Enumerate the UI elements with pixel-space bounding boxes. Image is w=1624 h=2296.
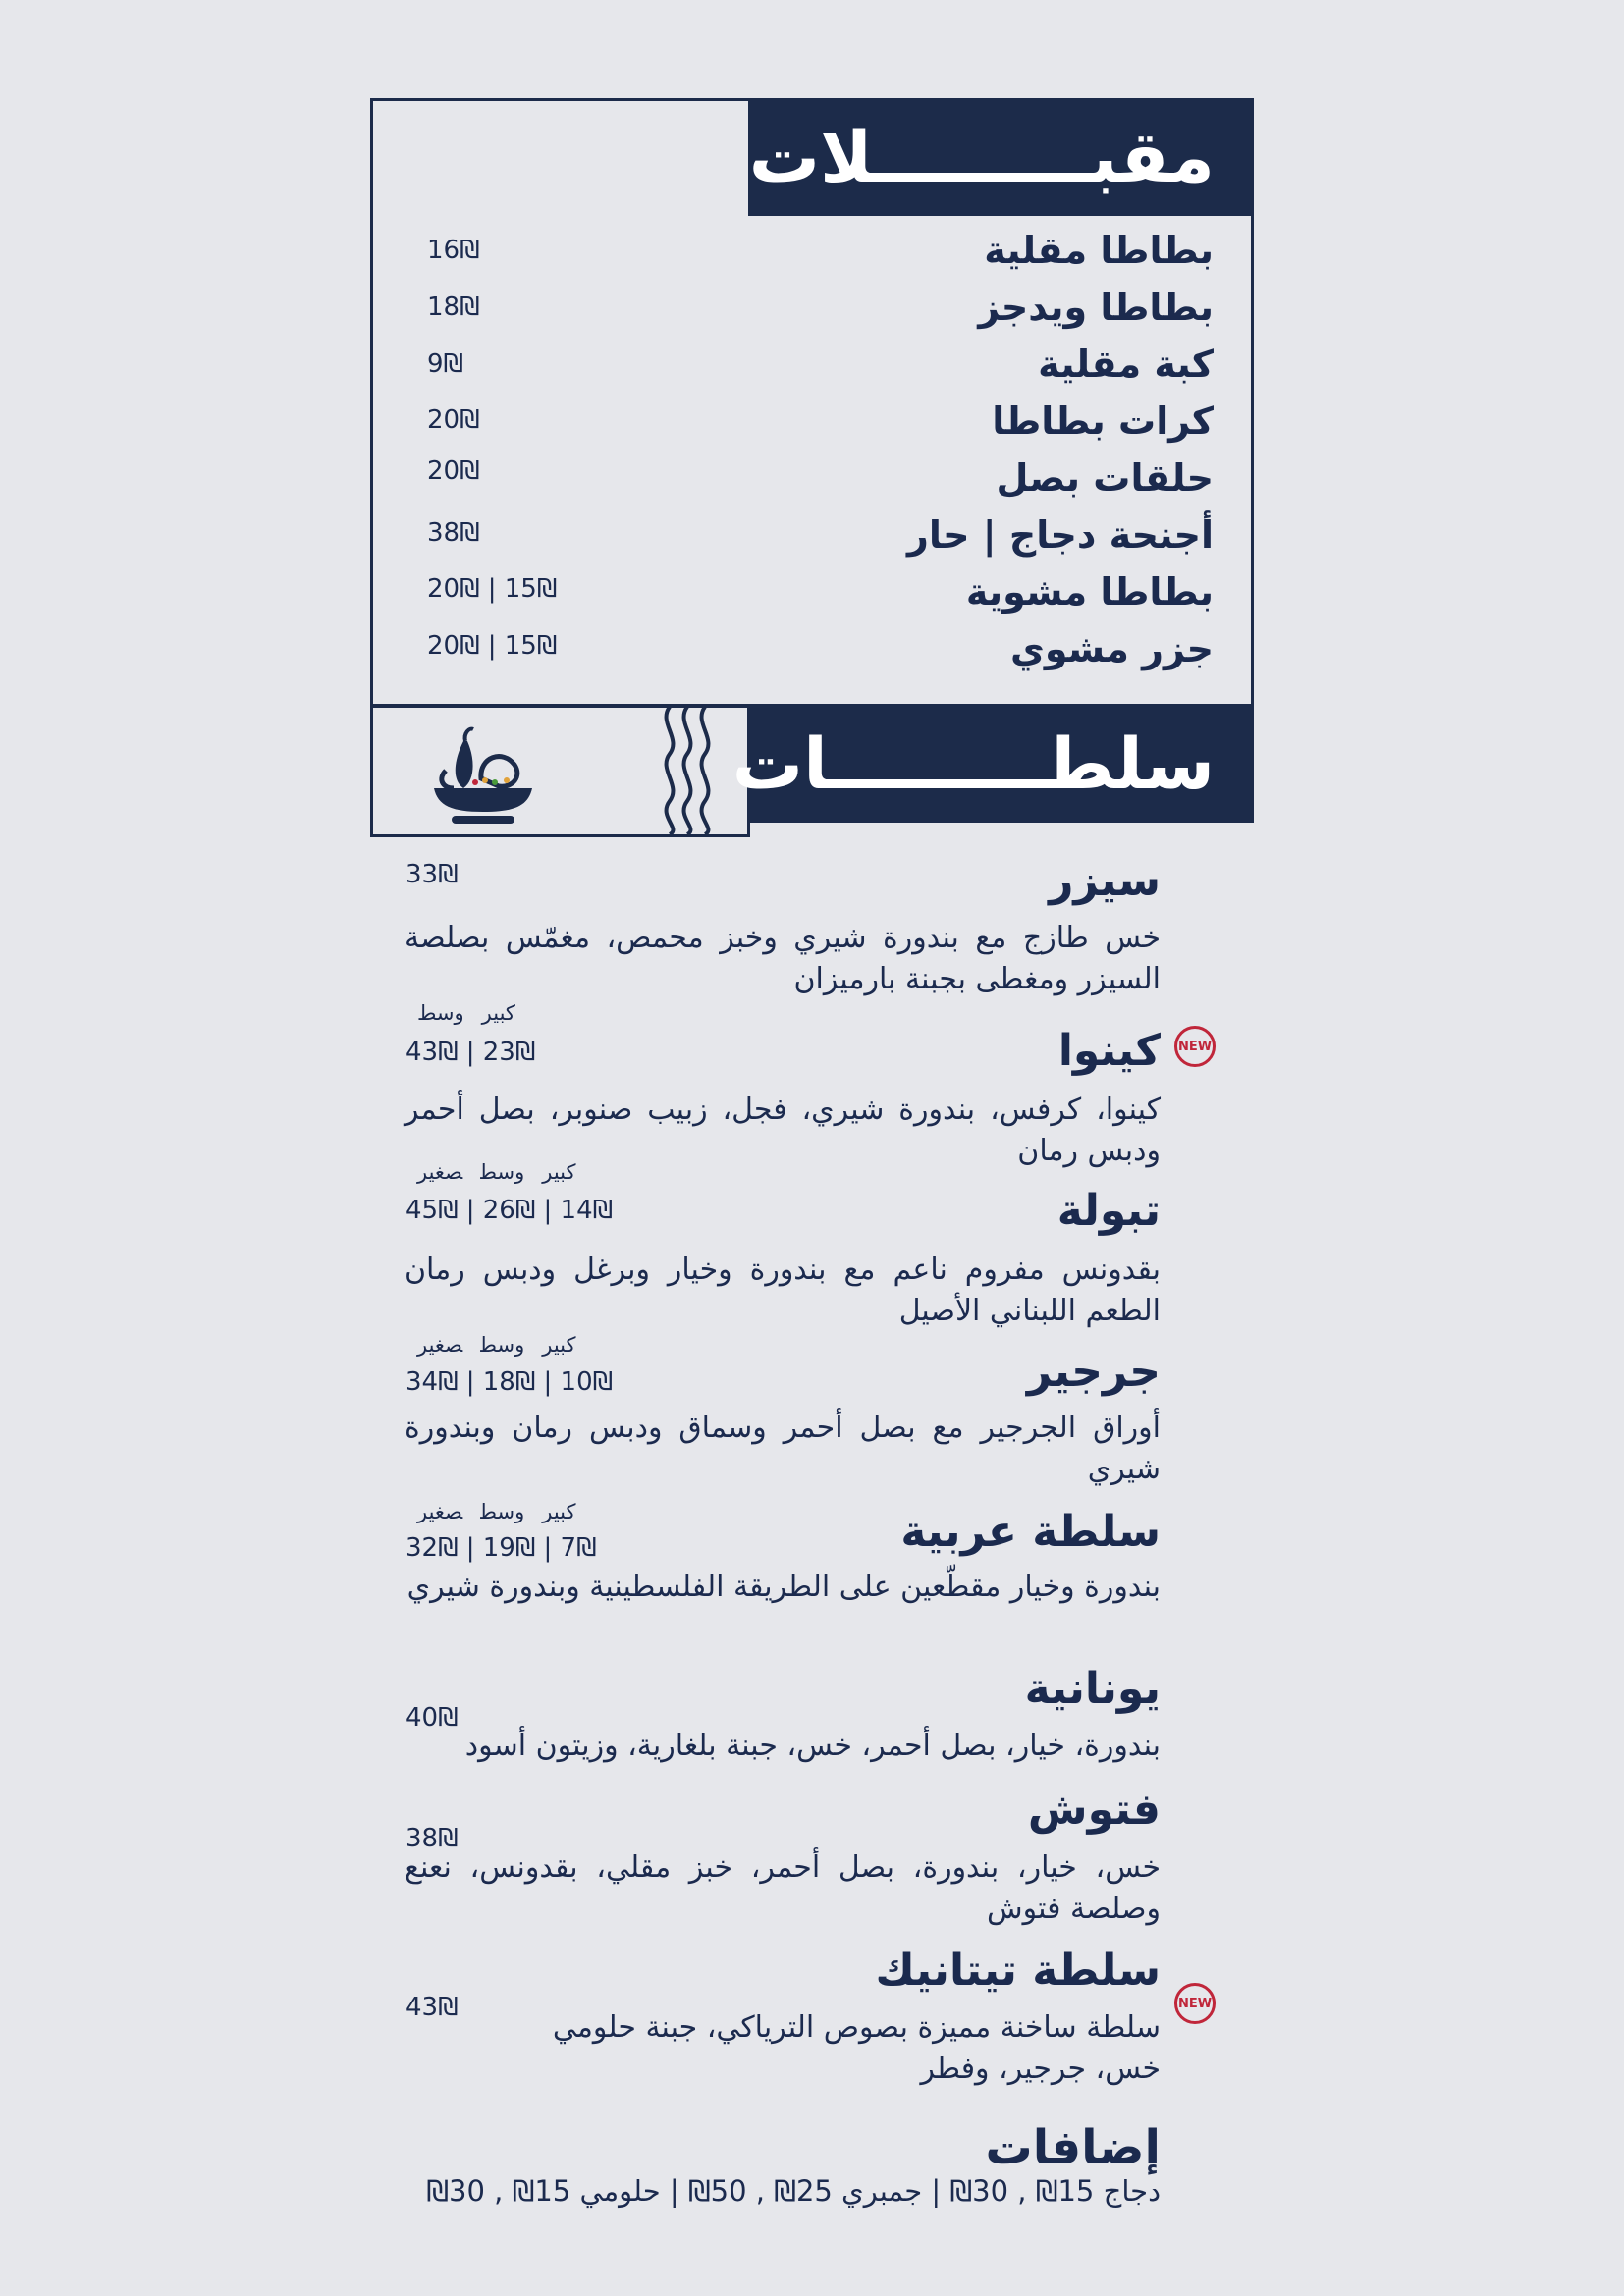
appetizer-name: أجنحة دجاج | حار [907,513,1214,557]
size-label-large: كبير [542,1500,576,1523]
extras-line: دجاج 15₪ , 30₪ | جمبري 25₪ , 50₪ | حلومي 15₪ , 30₪ [426,2174,1161,2208]
salad-description: خس، خيار، بندورة، بصل أحمر، خبز مقلي، بقدونس، نعنع وصلصة فتوش [405,1850,1161,1926]
size-label-small: صغير [417,1500,463,1523]
salad-size-labels [417,1001,533,1025]
size-label-large: كبير [542,1333,576,1357]
appetizers-title: مقبـــــــــلات [748,116,1215,198]
salad-price: 40₪ [406,1703,459,1733]
salad-name: تبولة [1056,1186,1161,1236]
salad-name: سيزر [1049,856,1161,906]
salad-price: 32₪ | 19₪ | 7₪ [406,1533,597,1563]
salads-header [731,705,1254,823]
size-label-small: صغير [417,1160,463,1184]
appetizers-header [748,98,1254,216]
appetizer-name: بطاطا مشوية [965,570,1214,614]
salad-name: كينوا [1057,1026,1161,1076]
salad-name: يونانية [1024,1664,1161,1714]
appetizer-name: بطاطا ويدجز [978,286,1214,329]
appetizer-name: جزر مشوي [1010,627,1214,670]
appetizer-price: 16₪ [427,236,480,265]
size-label-large: كبير [481,1001,515,1025]
new-badge: NEW [1174,1983,1216,2024]
salad-description: بقدونس مفروم ناعم مع بندورة وخيار وبرغل ودبس رمان الطعم اللبناني الأصيل [405,1253,1161,1328]
salad-description: بندورة، خيار، بصل أحمر، خس، جبنة بلغارية، وزيتون أسود [464,1729,1161,1763]
salad-name: سلطة تيتانيك [875,1946,1161,1996]
salad-name: سلطة عربية [900,1507,1161,1557]
size-label-medium: وسط [480,1500,525,1523]
salad-description: بندورة وخيار مقطّعين على الطريقة الفلسطينية وبندورة شيري [406,1570,1161,1604]
salad-size-labels [417,1500,594,1523]
appetizer-name: بطاطا مقلية [984,229,1214,272]
salad-price: 43₪ | 23₪ [406,1038,536,1067]
appetizer-price: 38₪ [427,518,480,548]
appetizer-price: 18₪ [427,293,480,322]
wave-lines-decoration [656,707,725,834]
salad-description: خس طازج مع بندورة شيري وخبز محمص، مغمّس بصلصة السيزر ومغطى بجبنة بارميزان [405,921,1161,996]
salad-price: 33₪ [406,860,459,889]
appetizer-name: كبة مقلية [1038,343,1214,386]
new-badge: NEW [1174,1026,1216,1067]
salad-price: 45₪ | 26₪ | 14₪ [406,1196,613,1225]
appetizer-price: 20₪ | 15₪ [427,631,558,661]
appetizer-price: 20₪ | 15₪ [427,574,558,604]
salad-price: 43₪ [406,1993,459,2022]
size-label-medium: وسط [480,1333,525,1357]
extras-title: إضافات [985,2120,1161,2175]
appetizer-name: كرات بطاطا [992,400,1214,443]
salad-price: 38₪ [406,1824,459,1853]
size-label-small: صغير [417,1333,463,1357]
salad-price: 34₪ | 18₪ | 10₪ [406,1367,613,1397]
salad-description: كينوا، كرفس، بندورة شيري، فجل، زبيب صنوبر، بصل أحمر ودبس رمان [405,1093,1161,1168]
appetizer-name: حلقات بصل [996,456,1214,500]
appetizer-price: 20₪ [427,456,480,486]
size-label-medium: وسط [417,1001,464,1025]
salad-bowl-icon [424,721,542,829]
salad-size-labels [417,1160,594,1184]
salad-description: أوراق الجرجير مع بصل أحمر وسماق ودبس رمان وبندورة شيري [405,1411,1161,1486]
appetizer-price: 20₪ [427,405,480,435]
salad-size-labels [417,1333,594,1357]
appetizer-price: 9₪ [427,349,463,379]
salad-name: جرجير [1026,1347,1161,1397]
size-label-medium: وسط [480,1160,525,1184]
size-label-large: كبير [542,1160,576,1184]
salad-name: فتوش [1027,1785,1161,1835]
salads-title: سلطـــــــــات [731,722,1215,805]
salad-description: سلطة ساخنة مميزة بصوص الترياكي، جبنة حلومي خس، جرجير، وفطر [552,2010,1161,2086]
